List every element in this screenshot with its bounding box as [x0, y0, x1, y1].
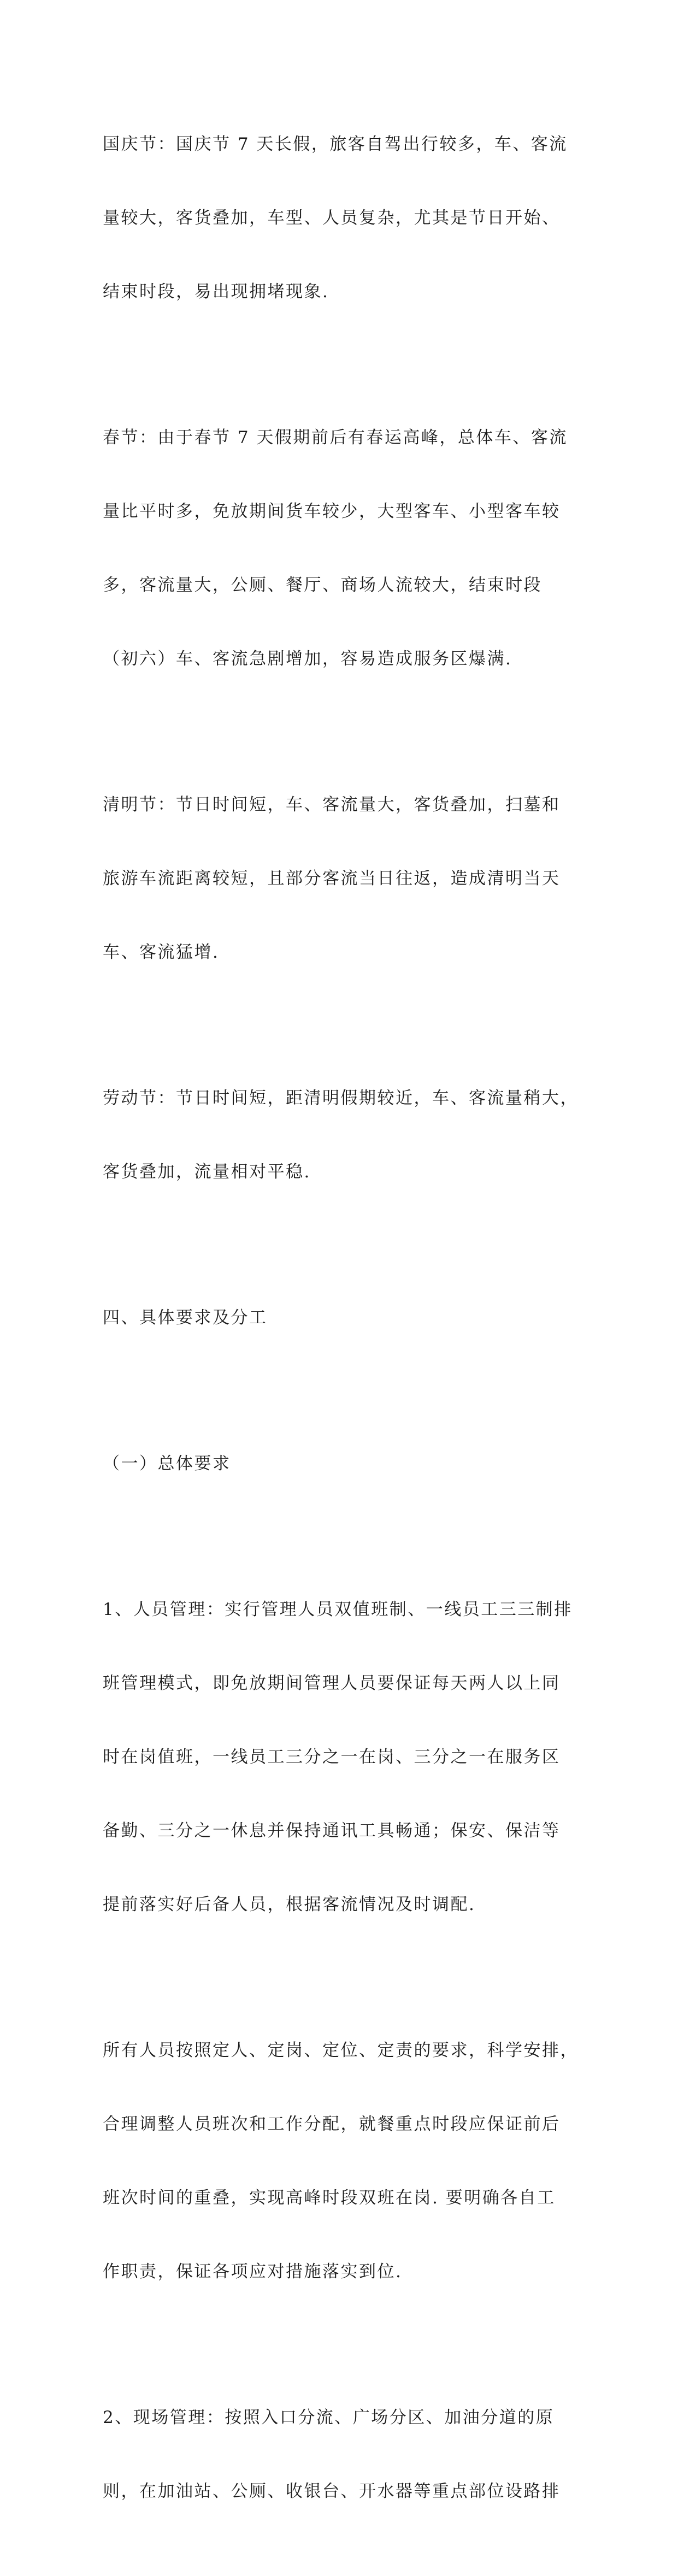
text-line: 则，在加油站、公厕、收银台、开水器等重点部位设路排	[103, 2481, 561, 2501]
text-line: 春节：由于春节 7 天假期前后有春运高峰，总体车、客流	[103, 428, 568, 447]
text-line: 备勤、三分之一休息并保持通讯工具畅通；保安、保洁等	[103, 1821, 561, 1841]
text-line: 作职责，保证各项应对措施落实到位.	[103, 2262, 403, 2282]
paragraph-labor-day	[103, 1037, 583, 1234]
text-line: 提前落实好后备人员，根据客流情况及时调配.	[103, 1895, 476, 1914]
text-line: 合理调整人员班次和工作分配，就餐重点时段应保证前后	[103, 2114, 561, 2134]
text-line: 量较大，客货叠加，车型、人员复杂，尤其是节日开始、	[103, 208, 561, 228]
text-line: 国庆节：国庆节 7 天长假，旅客自驾出行较多，车、客流	[103, 134, 568, 154]
subsection-heading-text: （一）总体要求	[103, 1454, 231, 1473]
section-heading	[103, 1257, 583, 1380]
text-line: 劳动节：节日时间短，距清明假期较近，车、客流量稍大，	[103, 1088, 579, 1108]
document-page	[103, 83, 583, 2576]
text-line: 客货叠加，流量相对平稳.	[103, 1162, 311, 1182]
text-line: 量比平时多，免放期间货车较少，大型客车、小型客车较	[103, 502, 561, 521]
text-line: 2、现场管理：按照入口分流、广场分区、加油分道的原	[103, 2408, 555, 2427]
text-line: 结束时段，易出现拥堵现象.	[103, 282, 329, 302]
paragraph-spring-festival	[103, 376, 583, 721]
paragraph-staff-arrangement	[103, 1989, 583, 2333]
text-line: 清明节：节日时间短，车、客流量大，客货叠加，扫墓和	[103, 795, 561, 815]
paragraph-personnel-management	[103, 1548, 583, 1966]
text-line: 时在岗值班，一线员工三分之一在岗、三分之一在服务区	[103, 1747, 561, 1767]
text-line: 班次时间的重叠，实现高峰时段双班在岗. 要明确各自工	[103, 2188, 556, 2208]
text-line: 多，客流量大，公厕、餐厅、商场人流较大，结束时段	[103, 575, 542, 595]
subsection-heading	[103, 1402, 583, 1525]
text-line: 旅游车流距离较短，且部分客流当日往返，造成清明当天	[103, 869, 561, 888]
text-line: 班管理模式，即免放期间管理人员要保证每天两人以上同	[103, 1673, 561, 1693]
text-line: 所有人员按照定人、定岗、定位、定责的要求，科学安排，	[103, 2041, 579, 2060]
text-line: 1、人员管理：实行管理人员双值班制、一线员工三三制排	[103, 1600, 573, 1619]
paragraph-national-day	[103, 83, 583, 353]
paragraph-site-management	[103, 2356, 583, 2553]
section-heading-text: 四、具体要求及分工	[103, 1308, 268, 1328]
paragraph-qingming	[103, 744, 583, 1014]
text-line: （初六）车、客流急剧增加，容易造成服务区爆满.	[103, 649, 512, 669]
text-line: 车、客流猛增.	[103, 942, 220, 962]
